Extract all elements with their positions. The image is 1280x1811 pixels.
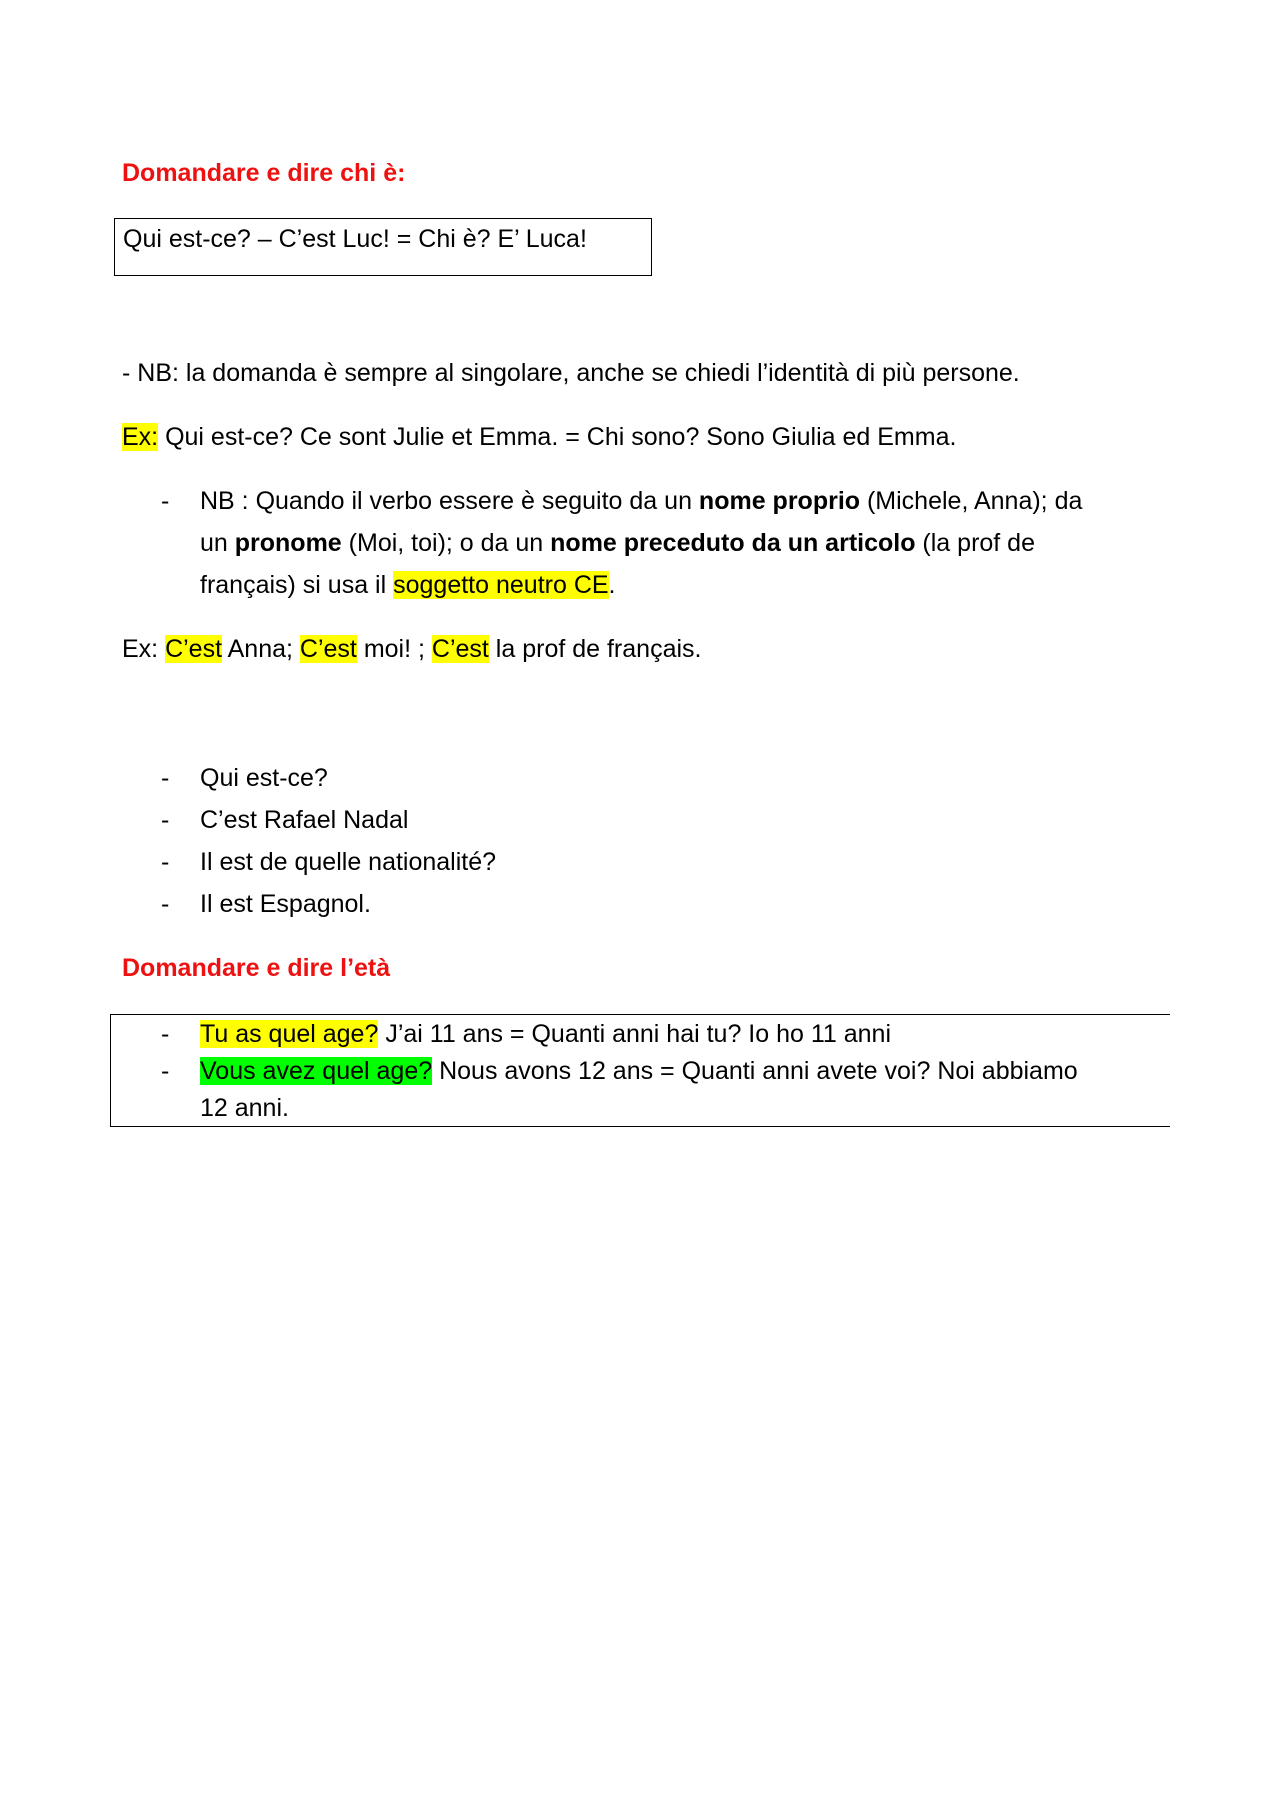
dialogue-dash: -: [161, 890, 170, 918]
nb2-line-2: [200, 528, 1035, 558]
ex-label: Ex:: [122, 423, 159, 451]
highlight-cest: C’est: [431, 635, 489, 663]
age-line-2: [200, 1056, 1078, 1086]
example-cest-line: [122, 634, 701, 664]
age-line-2-cont: 12 anni.: [200, 1094, 289, 1122]
example-plural-line: [122, 422, 956, 452]
ex2-text: moi! ;: [356, 635, 432, 663]
nb-singular-note: - NB: la domanda è sempre al singolare, anche se chiedi l’identità di più persone.: [122, 359, 1020, 387]
nb2-text: NB : Quando il verbo essere è seguito da un: [200, 487, 699, 515]
ex2-label: Ex:: [122, 635, 166, 663]
dialogue-line: Il est de quelle nationalité?: [200, 848, 497, 876]
highlight-tu-as: Tu as quel age?: [200, 1020, 379, 1048]
nb2-line-1: [200, 486, 1082, 516]
age-line-1: [200, 1019, 891, 1049]
highlight-vous-avez: Vous avez quel age?: [200, 1057, 433, 1085]
nb2-text: un: [200, 529, 235, 557]
nb2-text: (Michele, Anna); da: [860, 487, 1083, 515]
nb2-text: français) si usa il: [200, 571, 394, 599]
dialogue-dash: -: [161, 848, 170, 876]
age-dash: -: [161, 1020, 170, 1048]
heading-who-is: Domandare e dire chi è:: [122, 159, 406, 187]
nb2-bold-nome-proprio: nome proprio: [698, 487, 861, 515]
age-dash: -: [161, 1057, 170, 1085]
example-box-text: Qui est-ce? – C’est Luc! = Chi è? E’ Luca!: [123, 225, 587, 253]
heading-age: Domandare e dire l’età: [122, 954, 391, 982]
nb2-bold-pronome: pronome: [234, 529, 342, 557]
ex2-text: la prof de français.: [488, 635, 702, 663]
dialogue-line: Qui est-ce?: [200, 764, 328, 792]
dialogue-dash: -: [161, 764, 170, 792]
dialogue-line: Il est Espagnol.: [200, 890, 371, 918]
nb2-bold-articolo: nome preceduto da un articolo: [550, 529, 916, 557]
highlight-cest: C’est: [299, 635, 357, 663]
dialogue-dash: -: [161, 806, 170, 834]
age-text: J’ai 11 ans = Quanti anni hai tu? Io ho 11 anni: [378, 1020, 892, 1048]
nb2-text: .: [608, 571, 616, 599]
nb2-text: (la prof de: [915, 529, 1035, 557]
ex-text: Qui est-ce? Ce sont Julie et Emma. = Chi sono? Sono Giulia ed Emma.: [158, 423, 957, 451]
nb2-line-3: [200, 570, 616, 600]
dialogue-line: C’est Rafael Nadal: [200, 806, 409, 834]
highlight-cest: C’est: [165, 635, 223, 663]
age-text: Nous avons 12 ans = Quanti anni avete voi? Noi abbiamo: [432, 1057, 1078, 1085]
ex2-text: Anna;: [222, 635, 300, 663]
highlight-soggetto-neutro: soggetto neutro CE: [393, 571, 609, 599]
nb2-dash: -: [161, 487, 170, 515]
nb2-text: (Moi, toi); o da un: [341, 529, 551, 557]
